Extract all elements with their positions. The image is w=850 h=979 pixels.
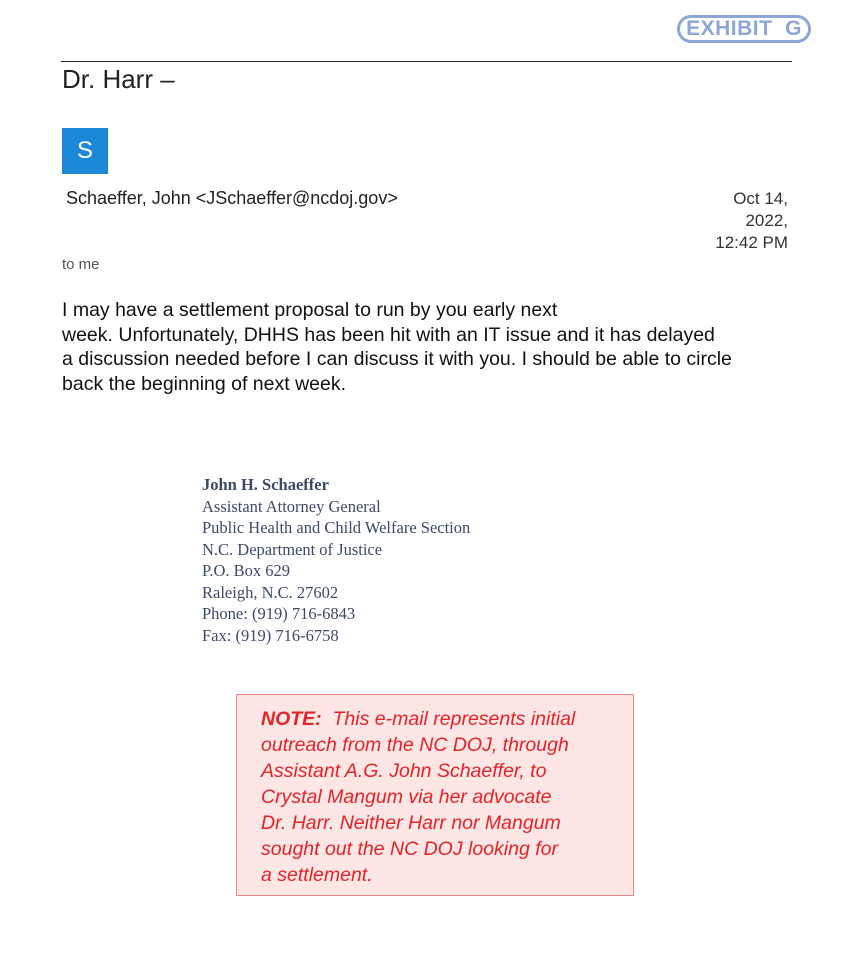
signature-line: Phone: (919) 716-6843: [202, 604, 356, 623]
sender-address: Schaeffer, John <JSchaeffer@ncdoj.gov>: [66, 188, 398, 208]
body-line: week. Unfortunately, DHHS has been hit with an IT issue and it has delayed: [62, 323, 715, 346]
header-divider: [61, 61, 792, 62]
note-text: This e-mail represents initial: [321, 708, 576, 730]
body-line: back the beginning of next week.: [62, 372, 347, 395]
date-line: Oct 14,: [733, 189, 788, 208]
note-line: Assistant A.G. John Schaeffer, to: [261, 760, 547, 782]
signature-line: Fax: (919) 716-6758: [202, 625, 339, 645]
sender-avatar: S: [62, 128, 108, 174]
signature-line: Assistant Attorney General: [202, 496, 381, 516]
annotation-note: [236, 694, 634, 896]
note-line: [261, 706, 621, 732]
email-body: [62, 298, 797, 396]
note-line: outreach from the NC DOJ, through: [261, 734, 569, 756]
signature-line: P.O. Box 629: [202, 561, 291, 580]
recipient-label: to me: [62, 256, 100, 273]
note-line: sought out the NC DOJ looking for: [261, 838, 558, 860]
signature-line: Raleigh, N.C. 27602: [202, 582, 339, 602]
signature-line: Public Health and Child Welfare Section: [202, 518, 471, 537]
email-subject: Dr. Harr –: [62, 64, 175, 94]
date-line: 2022,: [745, 211, 788, 230]
date-line: 12:42 PM: [715, 233, 788, 252]
note-line: a settlement.: [261, 864, 373, 886]
body-line: I may have a settlement proposal to run by you early next: [62, 299, 558, 321]
exhibit-stamp: EXHIBIT G: [677, 15, 811, 43]
signature-line: N.C. Department of Justice: [202, 539, 383, 559]
email-date: [680, 188, 788, 254]
note-line: Crystal Mangum via her advocate: [261, 786, 552, 808]
note-line: Dr. Harr. Neither Harr nor Mangum: [261, 812, 561, 834]
body-line: a discussion needed before I can discuss it with you. I should be able to circle: [62, 348, 732, 370]
signature-name: John H. Schaeffer: [202, 475, 329, 494]
note-label: NOTE:: [261, 708, 322, 730]
email-signature: [202, 474, 470, 646]
